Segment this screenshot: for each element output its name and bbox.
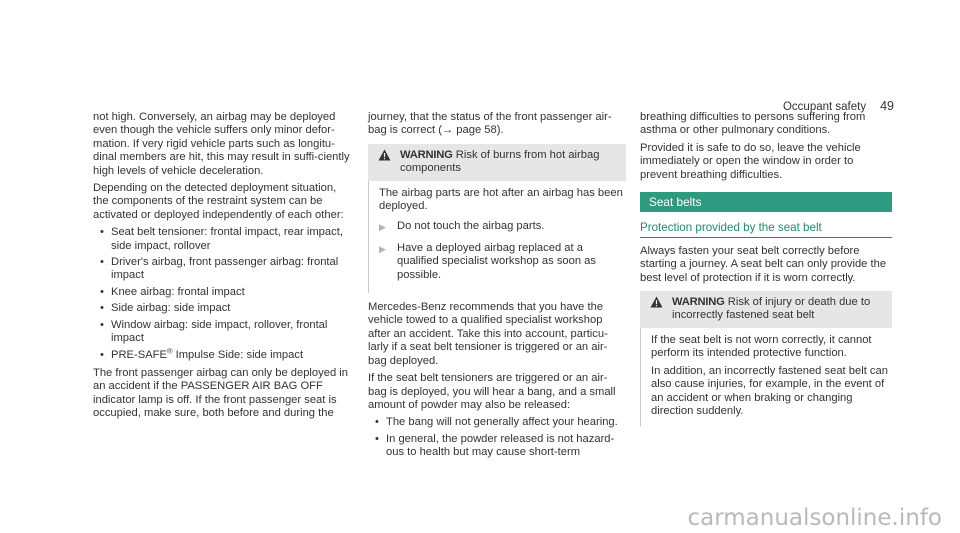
paragraph: Provided it is safe to do so, leave the vehicle immediately or open the window in order to prevent breathing difficulties. (640, 141, 861, 181)
paragraph: not high. Conversely, an airbag may be deployed even though the vehicle suffers only minor defor-mation. If very rigid vehicle parts such as longitu-dinal members are hit, this may result in suffi-ciently high levels of vehicle deceleration. (93, 111, 350, 177)
column-2 (368, 111, 626, 465)
list-item (93, 345, 351, 362)
warning-text: If the seat belt is not worn correctly, it cannot perform its intended protective function. (651, 333, 872, 360)
warning-label: WARNING (400, 148, 453, 161)
paragraph: Depending on the detected deployment situation, the components of the restraint system can be activated or deployed independently of each other: (93, 182, 344, 221)
list-item: • Window airbag: side impact, rollover, frontal impact (93, 319, 351, 346)
warning-header (640, 291, 892, 328)
warning-text: In addition, an incorrectly fastened seat belt can also cause injuries, for example, in the event of an accident or when braking or changing direction suddenly. (651, 364, 888, 417)
action-arrow-icon: ▶ (379, 243, 386, 254)
section-title: Seat belts (640, 192, 892, 212)
warning-body (640, 328, 892, 426)
page-number: 49 (880, 99, 894, 113)
list-item: • Side airbag: side impact (93, 302, 351, 315)
warning-title (400, 149, 618, 176)
bullet-list (93, 226, 351, 362)
warning-title-text: Risk of burns from hot airbag components (400, 148, 600, 175)
list-item: • Driver's airbag, front passenger airbag: frontal impact (93, 256, 351, 283)
warning-triangle-icon (650, 296, 672, 312)
list-item: • In general, the powder released is not hazard-ous to health but may cause short-term (368, 433, 626, 460)
action-item (379, 220, 626, 234)
warning-triangle-icon (378, 149, 400, 165)
list-item: • The bang will not generally affect your hearing. (368, 416, 626, 429)
paragraph: Mercedes-Benz recommends that you have the vehicle towed to a qualified specialist workshop after an accident. Take this into account, particu-larly if a seat belt tensioner is triggered or an air-bag deployed. (368, 301, 608, 367)
watermark: carmanualsonline.info (687, 504, 942, 531)
warning-box (640, 291, 892, 426)
action-arrow-icon: ▶ (379, 222, 386, 233)
presafe-label: PRE-SAFE (111, 348, 167, 361)
warning-header (368, 144, 626, 181)
action-text: Have a deployed airbag replaced at a qualified specialist workshop as soon as possible. (397, 241, 596, 281)
warning-body (368, 181, 626, 293)
header-title: Occupant safety (782, 101, 867, 113)
paragraph: If the seat belt tensioners are triggered or an air-bag is deployed, you will hear a bang, and a small amount of powder may also be released: (368, 372, 616, 411)
column-3 (640, 111, 892, 434)
warning-title-text: Risk of injury or death due to incorrectly fastened seat belt (672, 296, 871, 322)
subheading: Protection provided by the seat belt (640, 221, 892, 237)
paragraph: journey, that the status of the front passenger air-bag is correct (→ page 58). (368, 111, 612, 137)
presafe-text: Impulse Side: side impact (172, 348, 304, 361)
warning-box (368, 144, 626, 293)
action-text: Do not touch the airbag parts. (397, 220, 545, 233)
warning-title (672, 296, 884, 323)
list-item: • Knee airbag: frontal impact (93, 286, 351, 299)
paragraph: Always fasten your seat belt correctly before starting a journey. A seat belt can only provide the best level of protection if it is worn correctly. (640, 244, 887, 284)
paragraph: breathing difficulties to persons suffering from asthma or other pulmonary conditions. (640, 111, 866, 137)
paragraph: The front passenger airbag can only be deployed in an accident if the PASSENGER AIR BAG OFF indicator lamp is off. If the front passenger seat is occupied, make sure, both before and during the (93, 366, 348, 420)
bullet-list (368, 416, 626, 459)
action-item (379, 242, 626, 282)
registered-mark: ® (166, 345, 173, 355)
warning-text: The airbag parts are hot after an airbag has been deployed. (379, 186, 623, 213)
warning-label: WARNING (672, 296, 725, 309)
column-1 (93, 111, 351, 425)
list-item: • Seat belt tensioner: frontal impact, rear impact, side impact, rollover (93, 226, 351, 253)
